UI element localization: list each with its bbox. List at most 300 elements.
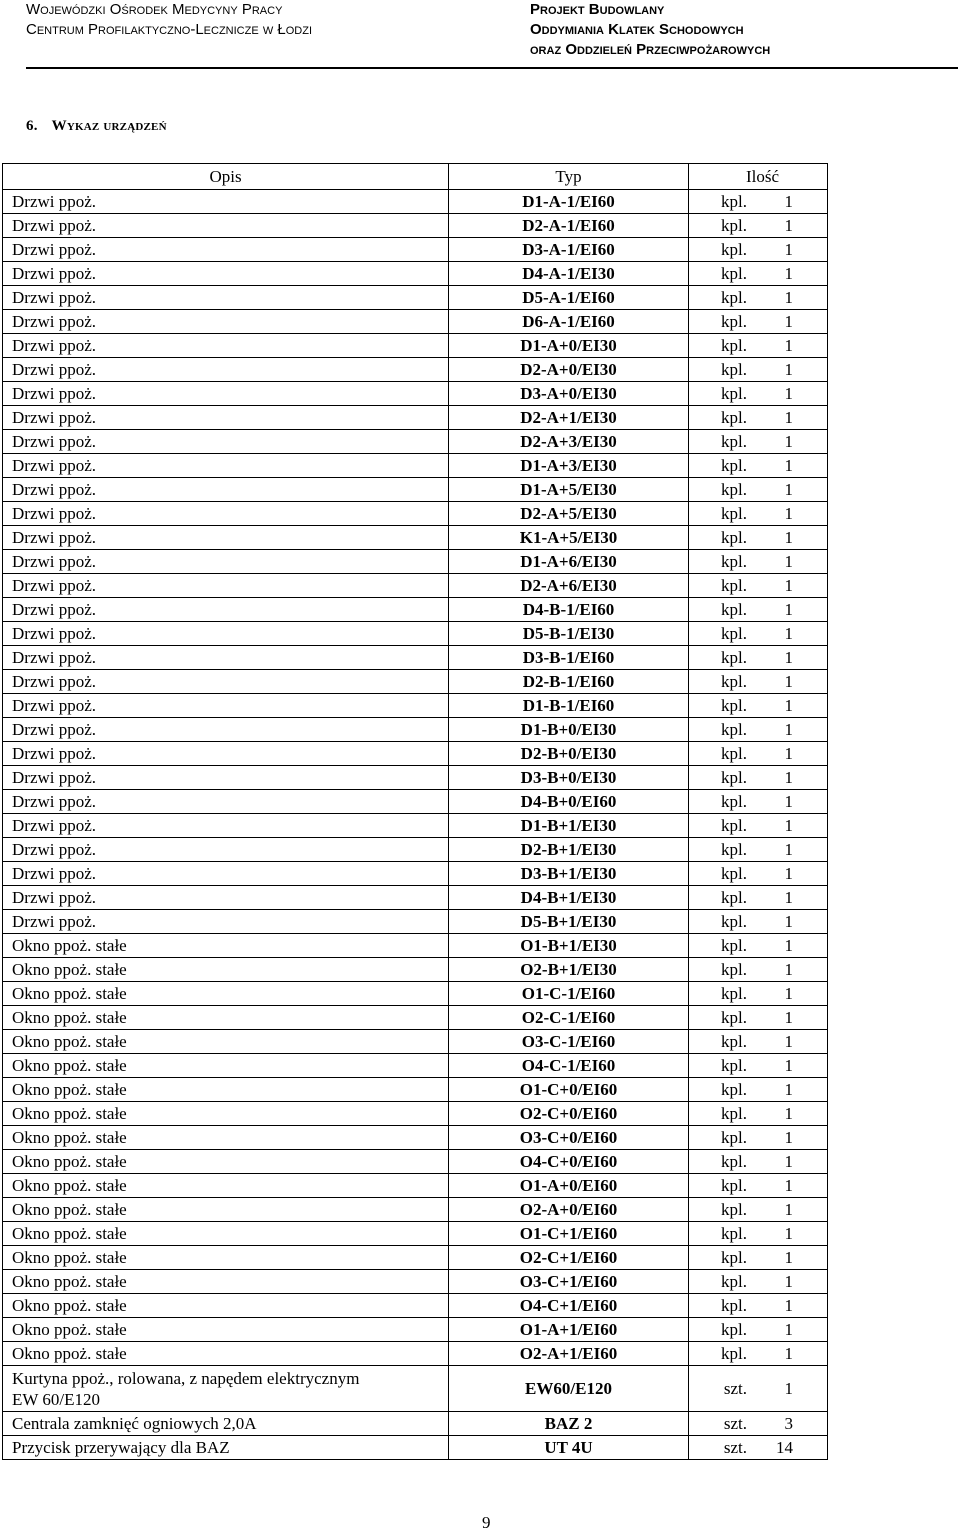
- unit-label: kpl.: [721, 528, 747, 547]
- column-header-description: Opis: [3, 164, 449, 190]
- unit-label: kpl.: [721, 1128, 747, 1147]
- quantity-value: 1: [784, 1152, 793, 1171]
- description-cell: Drzwi ppoż.: [3, 670, 449, 694]
- description-cell: Drzwi ppoż.: [3, 622, 449, 646]
- table-row: [3, 454, 828, 478]
- table-row: [3, 670, 828, 694]
- section-number: 6.: [26, 118, 38, 134]
- quantity-value: 1: [784, 1320, 793, 1339]
- quantity-cell: [689, 1078, 828, 1102]
- table-row: [3, 1270, 828, 1294]
- description-cell: Okno ppoż. stałe: [3, 1102, 449, 1126]
- unit-label: kpl.: [721, 1032, 747, 1051]
- type-cell: D1-A+3/EI30: [449, 454, 689, 478]
- type-cell: BAZ 2: [449, 1412, 689, 1436]
- quantity-cell: [689, 1102, 828, 1126]
- quantity-cell: [689, 1246, 828, 1270]
- type-cell: O1-A+1/EI60: [449, 1318, 689, 1342]
- unit-label: kpl.: [721, 264, 747, 283]
- description-cell: Okno ppoż. stałe: [3, 982, 449, 1006]
- header-divider: [26, 67, 958, 69]
- quantity-value: 1: [784, 576, 793, 595]
- unit-label: kpl.: [721, 720, 747, 739]
- description-cell: Okno ppoż. stałe: [3, 1030, 449, 1054]
- quantity-cell: [689, 886, 828, 910]
- quantity-value: 1: [784, 1080, 793, 1099]
- description-cell: Drzwi ppoż.: [3, 910, 449, 934]
- description-cell: Drzwi ppoż.: [3, 646, 449, 670]
- description-cell: Okno ppoż. stałe: [3, 1198, 449, 1222]
- quantity-value: 1: [784, 480, 793, 499]
- table-row: [3, 790, 828, 814]
- type-cell: O3-C-1/EI60: [449, 1030, 689, 1054]
- quantity-cell: [689, 838, 828, 862]
- table-row: [3, 1222, 828, 1246]
- description-cell: Drzwi ppoż.: [3, 382, 449, 406]
- description-cell: Okno ppoż. stałe: [3, 1342, 449, 1366]
- unit-label: kpl.: [721, 984, 747, 1003]
- header-right: [530, 0, 770, 60]
- type-cell: D4-B-1/EI60: [449, 598, 689, 622]
- unit-label: kpl.: [721, 960, 747, 979]
- quantity-cell: [689, 670, 828, 694]
- unit-label: kpl.: [721, 888, 747, 907]
- quantity-value: 1: [784, 504, 793, 523]
- table-row: [3, 1102, 828, 1126]
- description-cell: Drzwi ppoż.: [3, 742, 449, 766]
- quantity-value: 1: [784, 1104, 793, 1123]
- quantity-cell: [689, 1006, 828, 1030]
- unit-label: kpl.: [721, 480, 747, 499]
- type-cell: O2-A+1/EI60: [449, 1342, 689, 1366]
- type-cell: EW60/E120: [449, 1366, 689, 1412]
- description-cell: Drzwi ppoż.: [3, 526, 449, 550]
- quantity-value: 1: [784, 936, 793, 955]
- quantity-cell: [689, 934, 828, 958]
- unit-label: kpl.: [721, 792, 747, 811]
- quantity-cell: [689, 718, 828, 742]
- quantity-value: 1: [784, 1344, 793, 1363]
- type-cell: O2-A+0/EI60: [449, 1198, 689, 1222]
- description-cell: Drzwi ppoż.: [3, 190, 449, 214]
- unit-label: kpl.: [721, 384, 747, 403]
- quantity-cell: [689, 550, 828, 574]
- unit-label: kpl.: [721, 576, 747, 595]
- type-cell: D4-B+1/EI30: [449, 886, 689, 910]
- unit-label: kpl.: [721, 1152, 747, 1171]
- unit-label: kpl.: [721, 744, 747, 763]
- unit-label: kpl.: [721, 600, 747, 619]
- table-row: [3, 286, 828, 310]
- description-cell: Przycisk przerywający dla BAZ: [3, 1436, 449, 1460]
- table-row: [3, 214, 828, 238]
- unit-label: kpl.: [721, 432, 747, 451]
- quantity-value: 1: [784, 216, 793, 235]
- description-cell: Okno ppoż. stałe: [3, 1270, 449, 1294]
- table-row: [3, 646, 828, 670]
- table-row: [3, 574, 828, 598]
- quantity-value: 1: [784, 1200, 793, 1219]
- table-row: [3, 1174, 828, 1198]
- description-cell: Drzwi ppoż.: [3, 310, 449, 334]
- quantity-cell: [689, 1198, 828, 1222]
- type-cell: D1-A-1/EI60: [449, 190, 689, 214]
- quantity-value: 1: [784, 1296, 793, 1315]
- unit-label: kpl.: [721, 1056, 747, 1075]
- unit-label: kpl.: [721, 648, 747, 667]
- type-cell: D2-A+0/EI30: [449, 358, 689, 382]
- type-cell: D3-A+0/EI30: [449, 382, 689, 406]
- quantity-value: 1: [784, 1176, 793, 1195]
- type-cell: D1-A+5/EI30: [449, 478, 689, 502]
- type-cell: D1-B+0/EI30: [449, 718, 689, 742]
- table-row: [3, 502, 828, 526]
- quantity-value: 1: [784, 792, 793, 811]
- quantity-value: 1: [784, 888, 793, 907]
- description-cell: Drzwi ppoż.: [3, 598, 449, 622]
- quantity-value: 1: [784, 288, 793, 307]
- quantity-value: 1: [784, 528, 793, 547]
- quantity-cell: [689, 598, 828, 622]
- type-cell: D2-A+6/EI30: [449, 574, 689, 598]
- quantity-cell: [689, 766, 828, 790]
- quantity-cell: [689, 814, 828, 838]
- table-row: [3, 334, 828, 358]
- unit-label: kpl.: [721, 360, 747, 379]
- table-row: [3, 622, 828, 646]
- unit-label: kpl.: [721, 456, 747, 475]
- quantity-value: 1: [784, 744, 793, 763]
- quantity-value: 1: [784, 912, 793, 931]
- type-cell: D3-B-1/EI60: [449, 646, 689, 670]
- table-row: [3, 310, 828, 334]
- quantity-value: 1: [784, 408, 793, 427]
- quantity-value: 1: [784, 456, 793, 475]
- description-cell: Okno ppoż. stałe: [3, 1078, 449, 1102]
- unit-label: kpl.: [721, 1224, 747, 1243]
- table-row: [3, 1436, 828, 1460]
- unit-label: kpl.: [721, 1296, 747, 1315]
- quantity-value: 1: [784, 648, 793, 667]
- description-cell: Drzwi ppoż.: [3, 790, 449, 814]
- header-project-type: Projekt Budowlany: [530, 1, 665, 18]
- header-project-scope-2: oraz Oddzieleń Przeciwpożarowych: [530, 41, 771, 58]
- table-row: [3, 1150, 828, 1174]
- table-row: [3, 1198, 828, 1222]
- quantity-cell: [689, 742, 828, 766]
- unit-label: kpl.: [721, 1248, 747, 1267]
- table-row: [3, 1054, 828, 1078]
- description-cell: Okno ppoż. stałe: [3, 1174, 449, 1198]
- unit-label: kpl.: [721, 288, 747, 307]
- table-row: [3, 1030, 828, 1054]
- type-cell: K1-A+5/EI30: [449, 526, 689, 550]
- quantity-value: 1: [784, 1272, 793, 1291]
- description-cell: Drzwi ppoż.: [3, 694, 449, 718]
- description-line: EW 60/E120: [12, 1389, 100, 1409]
- unit-label: kpl.: [721, 672, 747, 691]
- quantity-value: 1: [784, 768, 793, 787]
- unit-label: szt.: [723, 1438, 747, 1457]
- equipment-table: [2, 163, 828, 1460]
- type-cell: O3-C+0/EI60: [449, 1126, 689, 1150]
- quantity-value: 1: [784, 1032, 793, 1051]
- quantity-value: 1: [784, 336, 793, 355]
- description-cell: Okno ppoż. stałe: [3, 1054, 449, 1078]
- table-row: [3, 238, 828, 262]
- table-row: [3, 1342, 828, 1366]
- unit-label: kpl.: [721, 1080, 747, 1099]
- quantity-cell: [689, 1054, 828, 1078]
- quantity-cell: [689, 646, 828, 670]
- table-row: [3, 886, 828, 910]
- quantity-value: 3: [784, 1414, 793, 1433]
- type-cell: D3-B+1/EI30: [449, 862, 689, 886]
- table-row: [3, 1294, 828, 1318]
- quantity-cell: [689, 694, 828, 718]
- table-row: [3, 190, 828, 214]
- quantity-value: 1: [784, 624, 793, 643]
- description-cell: Drzwi ppoż.: [3, 262, 449, 286]
- quantity-value: 1: [784, 1056, 793, 1075]
- table-header-row: [3, 164, 828, 190]
- table-row: [3, 958, 828, 982]
- quantity-cell: [689, 574, 828, 598]
- table-row: [3, 262, 828, 286]
- quantity-value: 1: [784, 720, 793, 739]
- quantity-value: 1: [784, 384, 793, 403]
- description-cell: Drzwi ppoż.: [3, 406, 449, 430]
- quantity-cell: [689, 262, 828, 286]
- table-row: [3, 862, 828, 886]
- quantity-value: 1: [784, 840, 793, 859]
- quantity-cell: [689, 454, 828, 478]
- table-row: [3, 430, 828, 454]
- table-row: [3, 1318, 828, 1342]
- type-cell: D5-A-1/EI60: [449, 286, 689, 310]
- description-cell: Centrala zamknięć ogniowych 2,0A: [3, 1412, 449, 1436]
- quantity-value: 1: [784, 1248, 793, 1267]
- unit-label: kpl.: [721, 1272, 747, 1291]
- unit-label: kpl.: [721, 1200, 747, 1219]
- quantity-cell: [689, 1222, 828, 1246]
- quantity-cell: [689, 1366, 828, 1412]
- quantity-cell: [689, 334, 828, 358]
- quantity-cell: [689, 1126, 828, 1150]
- quantity-value: 1: [784, 360, 793, 379]
- type-cell: D2-B-1/EI60: [449, 670, 689, 694]
- table-row: [3, 1126, 828, 1150]
- type-cell: O1-B+1/EI30: [449, 934, 689, 958]
- column-header-quantity: Ilość: [689, 164, 828, 190]
- quantity-cell: [689, 958, 828, 982]
- quantity-cell: [689, 502, 828, 526]
- quantity-cell: [689, 1294, 828, 1318]
- description-cell: Drzwi ppoż.: [3, 550, 449, 574]
- table-row: [3, 526, 828, 550]
- table-row: [3, 742, 828, 766]
- quantity-cell: [689, 478, 828, 502]
- type-cell: D4-B+0/EI60: [449, 790, 689, 814]
- type-cell: O1-C+0/EI60: [449, 1078, 689, 1102]
- unit-label: szt.: [723, 1414, 747, 1433]
- table-body: [3, 190, 828, 1460]
- quantity-value: 1: [784, 672, 793, 691]
- table-row: [3, 358, 828, 382]
- unit-label: szt.: [723, 1379, 747, 1398]
- description-cell: Drzwi ppoż.: [3, 358, 449, 382]
- type-cell: O4-C+0/EI60: [449, 1150, 689, 1174]
- unit-label: kpl.: [721, 552, 747, 571]
- quantity-value: 1: [784, 264, 793, 283]
- table-row: [3, 910, 828, 934]
- description-cell: Okno ppoż. stałe: [3, 1294, 449, 1318]
- quantity-cell: [689, 382, 828, 406]
- quantity-value: 1: [784, 960, 793, 979]
- type-cell: D2-A-1/EI60: [449, 214, 689, 238]
- unit-label: kpl.: [721, 840, 747, 859]
- quantity-cell: [689, 1030, 828, 1054]
- type-cell: D2-B+1/EI30: [449, 838, 689, 862]
- section-heading: [26, 118, 167, 135]
- table-row: [3, 1078, 828, 1102]
- quantity-value: 1: [784, 552, 793, 571]
- description-cell: Drzwi ppoż.: [3, 814, 449, 838]
- quantity-value: 1: [784, 192, 793, 211]
- quantity-cell: [689, 310, 828, 334]
- quantity-value: 14: [776, 1438, 793, 1457]
- type-cell: D1-B+1/EI30: [449, 814, 689, 838]
- quantity-cell: [689, 1150, 828, 1174]
- description-cell: Drzwi ppoż.: [3, 214, 449, 238]
- quantity-value: 1: [784, 240, 793, 259]
- quantity-cell: [689, 406, 828, 430]
- type-cell: D2-A+1/EI30: [449, 406, 689, 430]
- type-cell: O2-C+0/EI60: [449, 1102, 689, 1126]
- unit-label: kpl.: [721, 336, 747, 355]
- quantity-cell: [689, 430, 828, 454]
- type-cell: D5-B-1/EI30: [449, 622, 689, 646]
- table-row: [3, 1412, 828, 1436]
- description-cell: Okno ppoż. stałe: [3, 1246, 449, 1270]
- table-row: [3, 406, 828, 430]
- description-cell: Drzwi ppoż.: [3, 718, 449, 742]
- unit-label: kpl.: [721, 1320, 747, 1339]
- quantity-cell: [689, 190, 828, 214]
- type-cell: D6-A-1/EI60: [449, 310, 689, 334]
- type-cell: D2-A+3/EI30: [449, 430, 689, 454]
- quantity-value: 1: [784, 696, 793, 715]
- unit-label: kpl.: [721, 504, 747, 523]
- description-cell: Okno ppoż. stałe: [3, 1318, 449, 1342]
- type-cell: O1-C-1/EI60: [449, 982, 689, 1006]
- description-cell: Drzwi ppoż.: [3, 886, 449, 910]
- description-cell: Drzwi ppoż.: [3, 478, 449, 502]
- quantity-cell: [689, 1270, 828, 1294]
- description-cell: Okno ppoż. stałe: [3, 958, 449, 982]
- type-cell: D4-A-1/EI30: [449, 262, 689, 286]
- description-cell: Drzwi ppoż.: [3, 766, 449, 790]
- table-row: [3, 598, 828, 622]
- description-cell: Okno ppoż. stałe: [3, 1006, 449, 1030]
- quantity-value: 1: [784, 1128, 793, 1147]
- type-cell: O2-C-1/EI60: [449, 1006, 689, 1030]
- type-cell: D3-B+0/EI30: [449, 766, 689, 790]
- description-cell: [3, 1366, 449, 1412]
- header-project-scope: Oddymiania Klatek Schodowych: [530, 21, 744, 38]
- unit-label: kpl.: [721, 624, 747, 643]
- quantity-value: 1: [784, 1224, 793, 1243]
- type-cell: O4-C-1/EI60: [449, 1054, 689, 1078]
- quantity-cell: [689, 1412, 828, 1436]
- table-row: [3, 934, 828, 958]
- table-row: [3, 1006, 828, 1030]
- quantity-value: 1: [784, 432, 793, 451]
- table-row: [3, 1366, 828, 1412]
- quantity-cell: [689, 214, 828, 238]
- table-row: [3, 694, 828, 718]
- header-left: [26, 0, 312, 40]
- type-cell: O3-C+1/EI60: [449, 1270, 689, 1294]
- quantity-cell: [689, 1342, 828, 1366]
- table-row: [3, 766, 828, 790]
- unit-label: kpl.: [721, 864, 747, 883]
- unit-label: kpl.: [721, 1008, 747, 1027]
- quantity-cell: [689, 862, 828, 886]
- unit-label: kpl.: [721, 1176, 747, 1195]
- unit-label: kpl.: [721, 816, 747, 835]
- type-cell: O4-C+1/EI60: [449, 1294, 689, 1318]
- type-cell: D3-A-1/EI60: [449, 238, 689, 262]
- unit-label: kpl.: [721, 768, 747, 787]
- type-cell: O2-B+1/EI30: [449, 958, 689, 982]
- unit-label: kpl.: [721, 408, 747, 427]
- quantity-cell: [689, 790, 828, 814]
- description-cell: Okno ppoż. stałe: [3, 1222, 449, 1246]
- table-row: [3, 1246, 828, 1270]
- description-cell: Drzwi ppoż.: [3, 286, 449, 310]
- section-title: Wykaz urządzeń: [51, 118, 167, 134]
- quantity-value: 1: [784, 312, 793, 331]
- unit-label: kpl.: [721, 192, 747, 211]
- quantity-cell: [689, 1174, 828, 1198]
- description-cell: Drzwi ppoż.: [3, 430, 449, 454]
- unit-label: kpl.: [721, 1104, 747, 1123]
- quantity-cell: [689, 286, 828, 310]
- type-cell: UT 4U: [449, 1436, 689, 1460]
- type-cell: D5-B+1/EI30: [449, 910, 689, 934]
- type-cell: D2-B+0/EI30: [449, 742, 689, 766]
- quantity-cell: [689, 982, 828, 1006]
- type-cell: O2-C+1/EI60: [449, 1246, 689, 1270]
- unit-label: kpl.: [721, 912, 747, 931]
- quantity-cell: [689, 358, 828, 382]
- unit-label: kpl.: [721, 696, 747, 715]
- type-cell: D1-A+0/EI30: [449, 334, 689, 358]
- description-cell: Okno ppoż. stałe: [3, 1150, 449, 1174]
- page-number: 9: [482, 1513, 491, 1532]
- header-institution-unit: Centrum Profilaktyczno-Lecznicze w Łodzi: [26, 21, 313, 38]
- type-cell: O1-C+1/EI60: [449, 1222, 689, 1246]
- type-cell: D1-B-1/EI60: [449, 694, 689, 718]
- unit-label: kpl.: [721, 1344, 747, 1363]
- quantity-value: 1: [784, 600, 793, 619]
- unit-label: kpl.: [721, 936, 747, 955]
- quantity-cell: [689, 1318, 828, 1342]
- description-cell: Okno ppoż. stałe: [3, 934, 449, 958]
- description-cell: Drzwi ppoż.: [3, 502, 449, 526]
- quantity-cell: [689, 526, 828, 550]
